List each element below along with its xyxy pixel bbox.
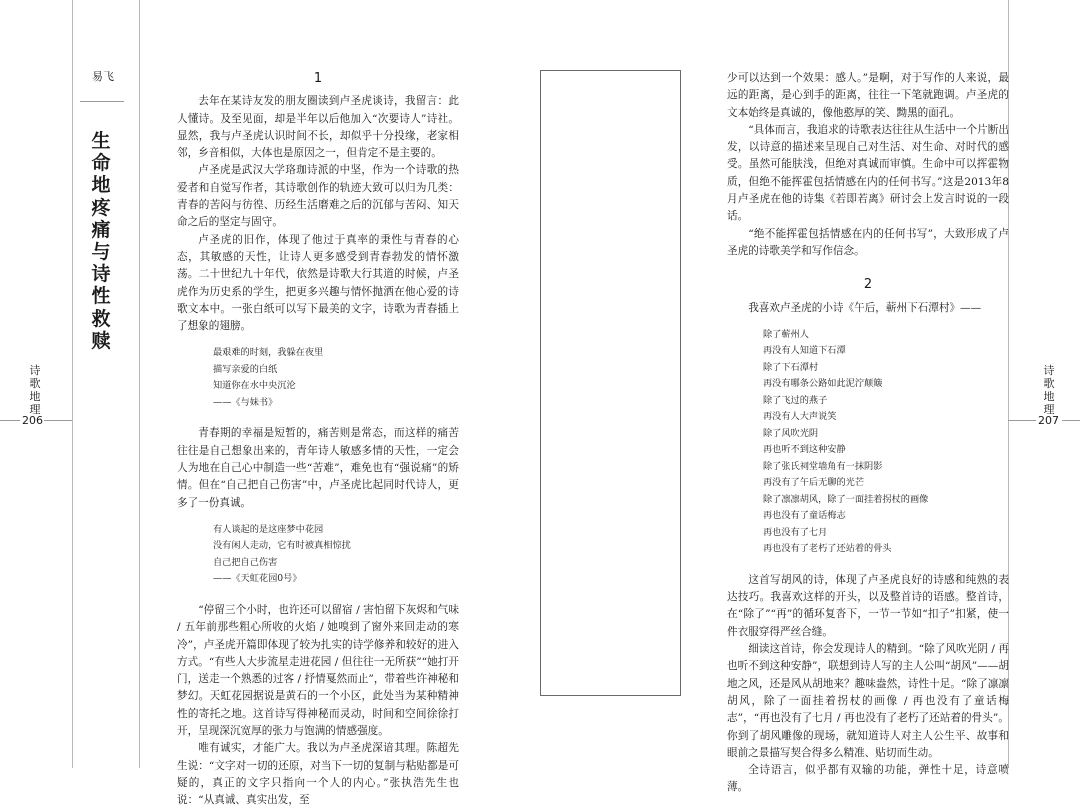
left-running-head bbox=[28, 364, 42, 416]
poem-line: 再也没有了童话梅志 bbox=[763, 510, 846, 522]
section-number: 1 bbox=[313, 71, 323, 86]
author-underline bbox=[80, 101, 124, 102]
paragraph: 全诗语言，似乎都有双输的功能，弹性十足，诗意喷薄。 bbox=[727, 764, 1009, 794]
poem-line: 除了飞过的燕子 bbox=[763, 394, 828, 406]
poem-line: 再没有人知道下石潭 bbox=[763, 345, 846, 357]
paragraph: “停留三个小时，也许还可以留宿 / 害怕留下灰烬和气味 / 五年前那些粗心所收的火焰 / 她嗅到了窗外来回走动的寒冷”，卢圣虎开篇即体现了较为扎实的诗学修养和较好的进入方式。“有些人大步流星走进花园 / 但往往一无所获”“她打开门，送走一个熟悉的过客 / 抒情戛然而止”，带着些许神秘和梦幻。天虹花园据说是黄石的一个小区，此处当为某种精神性的寄托之地。这首诗写得神秘而灵动，时间和空间徐徐打开，呈现深沉宽厚的张力与饱满的情感强度。 bbox=[177, 603, 459, 738]
poem-line: 除了凛凛胡风，除了一面挂着拐杖的画像 bbox=[763, 493, 929, 505]
poem-line: 再也听不到这种安静 bbox=[763, 444, 846, 456]
poem-line: 除了下石潭村 bbox=[763, 361, 819, 373]
poem-line: 描写亲爱的白纸 bbox=[213, 363, 278, 375]
title-char: 诗 bbox=[91, 263, 111, 286]
title-char: 命 bbox=[91, 152, 111, 175]
running-head-char: 地 bbox=[29, 390, 41, 403]
right-page-number: 207 bbox=[1038, 414, 1059, 427]
title-char: 性 bbox=[91, 285, 111, 308]
paragraph: “具体而言，我追求的诗歌表达往往从生活中一个片断出发，以诗意的描述来呈现自己对生活、对生命、对时代的感受。虽然可能肤浅，但绝对真诚而审慎。生命中可以挥霍物质，但绝不能挥霍包括情感在内的任何书写。”这是2013年8月卢圣虎在他的诗集《若即若离》研讨会上发言时说的一段话。 bbox=[727, 123, 1009, 223]
paragraph: 青春期的幸福是短暂的，痛苦则是常态，而这样的痛苦往往是自己想象出来的，青年诗人敏感多情的天性，一定会人为地在自己心中制造一些“苦难”，难免也有“强说痛”的矫情。但在“自己把自己伤害”中，卢圣虎比起同时代诗人，更多了一份真诚。 bbox=[177, 427, 459, 509]
title-char: 疼 bbox=[91, 196, 111, 219]
left-margin-rule bbox=[72, 0, 73, 768]
poem-line: 再也没有了七月 bbox=[763, 526, 828, 538]
title-char: 救 bbox=[91, 307, 111, 330]
paragraph: 少可以达到一个效果：感人。”是啊，对于写作的人来说，最远的距离，是心到手的距离，往往一下笔就跑调。卢圣虎的文本始终是真诚的，像他憨厚的笑、黝黑的面孔。 bbox=[727, 72, 1009, 119]
paragraph: 这首写胡风的诗，体现了卢圣虎良好的诗感和纯熟的表达技巧。我喜欢这样的开头，以及整首诗的语感。整首诗，在“除了”“再”的循环复沓下，一节一节如“扣子”扣紧，使一件衣服穿得严丝合缝。 bbox=[727, 573, 1009, 638]
running-head-char: 理 bbox=[29, 403, 41, 416]
poem-line: 再也没有了老朽了还站着的骨头 bbox=[763, 543, 892, 555]
author-name: 易飞 bbox=[92, 70, 114, 83]
poem-line: 除了风吹光阴 bbox=[763, 427, 819, 439]
running-head-char: 歌 bbox=[29, 377, 41, 390]
right-text-column bbox=[727, 70, 1009, 797]
poem-quote bbox=[213, 522, 459, 588]
paragraph: 唯有诚实，才能广大。我以为卢圣虎深谙其理。陈超先生说：“文字对一切的还原，对当下一切的复制与粘贴都是可疑的，真正的文字只指向一个人的内心。”张执浩先生也说：“从真诚、真实出发，至 bbox=[177, 742, 459, 807]
poem-line: 自己把自己伤害 bbox=[213, 556, 278, 568]
paragraph: 卢圣虎是武汉大学珞珈诗派的中坚，作为一个诗歌的热爱者和自觉写作者，其诗歌创作的轨迹大致可以归为几类：青春的苦闷与彷徨、历经生活磨难之后的沉郁与苦闷、知天命之后的坚定与固守。 bbox=[177, 164, 459, 229]
poem-line: 知道你在水中央沉沦 bbox=[213, 380, 296, 392]
paragraph: 卢圣虎的旧作，体现了他过于真率的秉性与青春的心态，其敏感的天性，让诗人更多感受到青春勃发的情怀激荡。二十世纪九十年代，依然是诗歌大行其道的时候，卢圣虎作为历史系的学生，把更多兴趣与情怀抛洒在他心爱的诗歌文本中。一张白纸可以写下最美的文字，诗歌为青春插上了想象的翅膀。 bbox=[177, 233, 459, 333]
poem-source: ——《与妹书》 bbox=[213, 396, 278, 408]
left-page-number-rule-2 bbox=[44, 420, 72, 421]
left-page-number-rule bbox=[0, 420, 20, 421]
poem-line: 再没有哪条公路如此泥泞颠簸 bbox=[763, 378, 883, 390]
poem-intro: 我喜欢卢圣虎的小诗《午后，蕲州下石潭村》—— bbox=[748, 301, 982, 314]
poem-line: 有人谈起的是这座梦中花园 bbox=[213, 523, 324, 535]
title-char: 与 bbox=[91, 241, 111, 264]
title-char: 赎 bbox=[91, 329, 111, 352]
article-title bbox=[86, 130, 116, 352]
title-char: 痛 bbox=[91, 218, 111, 241]
title-char: 生 bbox=[91, 130, 111, 152]
left-text-column bbox=[177, 70, 459, 810]
right-page-number-rule-2 bbox=[1062, 420, 1080, 421]
poem-quote bbox=[213, 345, 459, 411]
paragraph: 去年在某诗友发的朋友圈读到卢圣虎谈诗，我留言：此人懂诗。及至见面，却是半年以后他加入“次要诗人”诗社。显然，我与卢圣虎认识时间不长，却似乎十分投缘，老家相邻，乡音相似，大体也是原因之一，但肯定不是主要的。 bbox=[177, 95, 459, 160]
center-gutter-frame bbox=[540, 70, 681, 696]
title-char: 地 bbox=[91, 174, 111, 197]
section-number: 2 bbox=[863, 277, 873, 293]
title-column-rule bbox=[139, 0, 140, 768]
poem-line: 再没有了午后无聊的光芒 bbox=[763, 477, 865, 489]
poem-line: 除了蕲州人 bbox=[763, 328, 809, 340]
paragraph: 细读这首诗，你会发现诗人的精到。“除了风吹光阴 / 再也听不到这种安静”，联想到诗人写的主人公叫“胡风”——胡地之风，还是风从胡地来？趣味盎然，诗性十足。“除了凛凛胡风，除了一面挂着拐杖的画像 / 再也没有了童话梅志”，“再也没有了七月 / 再也没有了老朽了还站着的骨头”。你到了胡风雕像的现场，就知道诗人对主人公生平、故事和眼前之景描写契合得多么精准、贴切而生动。 bbox=[727, 643, 1009, 759]
poem-line: 再没有人大声说笑 bbox=[763, 411, 837, 423]
poem-quote bbox=[763, 327, 1009, 558]
running-head-char: 理 bbox=[1043, 403, 1055, 416]
running-head-char: 诗 bbox=[1043, 364, 1055, 377]
poem-line: 除了张氏祠堂墙角有一抹阴影 bbox=[763, 460, 883, 472]
paragraph: “绝不能挥霍包括情感在内的任何书写”，大致形成了卢圣虎的诗歌美学和写作信念。 bbox=[727, 227, 1009, 257]
running-head-char: 诗 bbox=[29, 364, 41, 377]
running-head-char: 地 bbox=[1043, 390, 1055, 403]
running-head-char: 歌 bbox=[1043, 377, 1055, 390]
poem-line: 最艰难的时刻，我躲在夜里 bbox=[213, 347, 324, 359]
poem-source: ——《天虹花园0号》 bbox=[213, 573, 302, 585]
poem-line: 没有闲人走动，它有时被真相惊扰 bbox=[213, 540, 351, 552]
right-page-number-rule bbox=[1008, 420, 1036, 421]
left-page-number: 206 bbox=[22, 414, 43, 427]
right-running-head bbox=[1042, 364, 1056, 416]
